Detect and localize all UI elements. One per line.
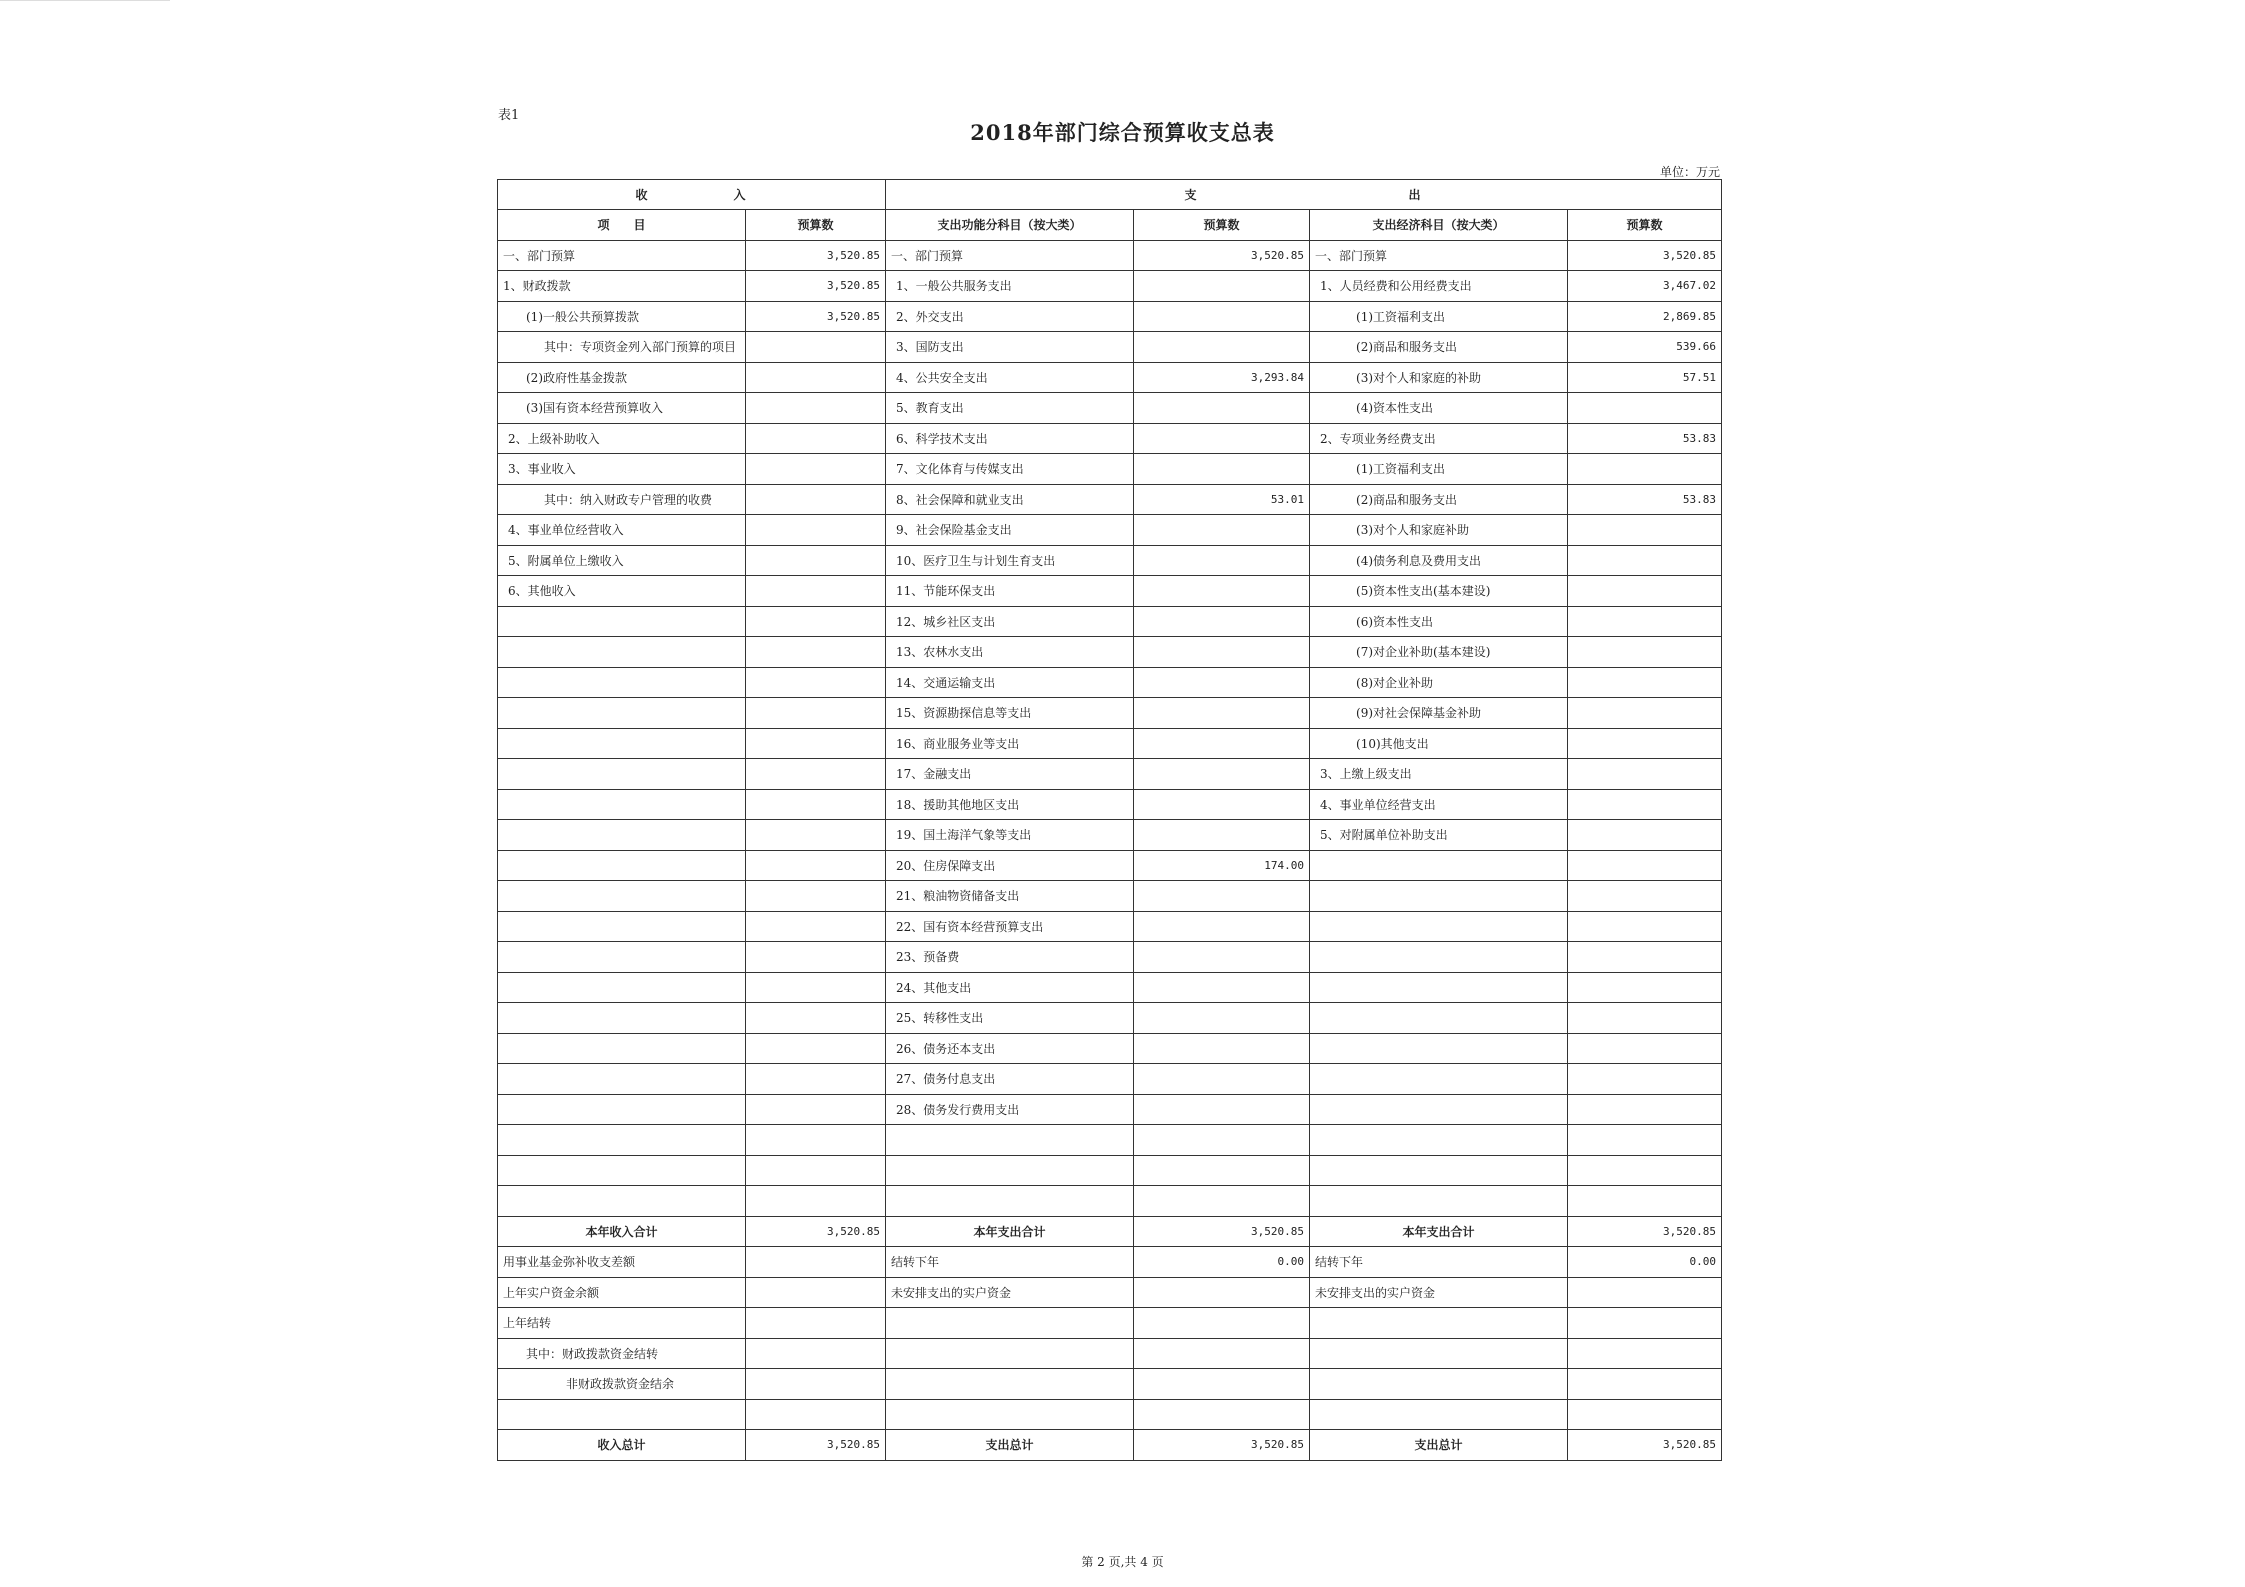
function-amount-cell (1134, 972, 1310, 1003)
income-item-cell: 非财政拨款资金结余 (498, 1369, 746, 1400)
table-row (498, 1033, 1722, 1064)
function-item-cell: 7、文化体育与传媒支出 (886, 454, 1134, 485)
function-amount-cell (1134, 1064, 1310, 1095)
function-amount-cell: 174.00 (1134, 850, 1310, 881)
economic-amount-cell: 2,869.85 (1568, 301, 1722, 332)
expense-group-header: 支 出 (886, 180, 1722, 210)
table-row (498, 301, 1722, 332)
economic-amount-cell (1568, 637, 1722, 668)
income-amount-cell (746, 484, 886, 515)
economic-amount-cell: 3,467.02 (1568, 271, 1722, 302)
income-item-cell (498, 1399, 746, 1430)
economic-amount-cell (1568, 1308, 1722, 1339)
income-amount-cell (746, 881, 886, 912)
economic-amount-cell (1568, 1277, 1722, 1308)
income-item-cell (498, 1033, 746, 1064)
table-row (498, 1247, 1722, 1278)
function-amount-cell (1134, 1186, 1310, 1217)
function-item-cell: 15、资源勘探信息等支出 (886, 698, 1134, 729)
economic-amount-cell (1568, 1369, 1722, 1400)
economic-item-cell: 未安排支出的实户资金 (1310, 1277, 1568, 1308)
function-item-cell: 支出总计 (886, 1430, 1134, 1461)
function-amount-cell (1134, 576, 1310, 607)
income-amount-cell: 3,520.85 (746, 240, 886, 271)
income-amount-cell (746, 1277, 886, 1308)
function-amount-cell (1134, 606, 1310, 637)
income-item-cell: (2)政府性基金拨款 (498, 362, 746, 393)
table-row (498, 698, 1722, 729)
income-item-cell: 一、部门预算 (498, 240, 746, 271)
function-amount-cell (1134, 1094, 1310, 1125)
income-item-cell (498, 1155, 746, 1186)
function-amount-cell (1134, 1338, 1310, 1369)
function-amount-cell: 3,520.85 (1134, 240, 1310, 271)
economic-amount-cell (1568, 667, 1722, 698)
economic-amount-cell (1568, 698, 1722, 729)
income-item-cell (498, 1064, 746, 1095)
table-row (498, 545, 1722, 576)
income-item-cell: 1、财政拨款 (498, 271, 746, 302)
table-row (498, 271, 1722, 302)
function-amount-cell (1134, 942, 1310, 973)
economic-amount-cell (1568, 1338, 1722, 1369)
function-item-cell (886, 1155, 1134, 1186)
income-amount-cell (746, 1125, 886, 1156)
economic-amount-cell: 539.66 (1568, 332, 1722, 363)
income-item-cell: 其中：纳入财政专户管理的收费 (498, 484, 746, 515)
income-amount-cell (746, 1003, 886, 1034)
table-row (498, 1216, 1722, 1247)
economic-item-cell: 支出总计 (1310, 1430, 1568, 1461)
function-amount-cell (1134, 698, 1310, 729)
table-tag: 表1 (498, 108, 520, 123)
function-item-cell (886, 1338, 1134, 1369)
economic-item-cell: (8)对企业补助 (1310, 667, 1568, 698)
income-amount-cell (746, 1369, 886, 1400)
income-item-cell: 上年结转 (498, 1308, 746, 1339)
income-item-cell (498, 698, 746, 729)
income-amount-cell (746, 972, 886, 1003)
function-item-cell: 23、预备费 (886, 942, 1134, 973)
income-item-cell: 4、事业单位经营收入 (498, 515, 746, 546)
economic-item-cell (1310, 942, 1568, 973)
function-item-cell: 6、科学技术支出 (886, 423, 1134, 454)
function-amount-cell (1134, 545, 1310, 576)
economic-item-cell: (7)对企业补助(基本建设) (1310, 637, 1568, 668)
table-row (498, 1003, 1722, 1034)
function-item-cell (886, 1369, 1134, 1400)
function-item-cell: 2、外交支出 (886, 301, 1134, 332)
table-row (498, 881, 1722, 912)
economic-item-cell (1310, 1399, 1568, 1430)
table-row (498, 728, 1722, 759)
page-footer: 第 2 页,共 4 页 (1081, 1555, 1164, 1569)
function-item-cell: 27、债务付息支出 (886, 1064, 1134, 1095)
economic-amount-cell (1568, 1094, 1722, 1125)
header-top-row (498, 180, 1722, 210)
function-item-cell: 本年支出合计 (886, 1216, 1134, 1247)
function-amount-cell (1134, 1003, 1310, 1034)
income-amount-cell (746, 789, 886, 820)
income-item-cell: (1)一般公共预算拨款 (498, 301, 746, 332)
economic-amount-cell: 3,520.85 (1568, 1430, 1722, 1461)
economic-item-cell: (2)商品和服务支出 (1310, 332, 1568, 363)
income-item-cell: 2、上级补助收入 (498, 423, 746, 454)
income-item-cell: 3、事业收入 (498, 454, 746, 485)
function-item-cell: 22、国有资本经营预算支出 (886, 911, 1134, 942)
income-amount-cell (746, 911, 886, 942)
economic-amount-cell (1568, 728, 1722, 759)
function-amount-cell (1134, 1369, 1310, 1400)
economic-item-cell (1310, 1155, 1568, 1186)
economic-amount-cell (1568, 972, 1722, 1003)
income-item-cell (498, 881, 746, 912)
table-row (498, 362, 1722, 393)
income-item-cell (498, 1125, 746, 1156)
economic-amount-cell (1568, 789, 1722, 820)
header-item: 项 目 (498, 210, 746, 241)
function-amount-cell (1134, 423, 1310, 454)
income-item-cell (498, 1186, 746, 1217)
function-item-cell: 8、社会保障和就业支出 (886, 484, 1134, 515)
table-row (498, 637, 1722, 668)
function-amount-cell (1134, 667, 1310, 698)
income-amount-cell (746, 332, 886, 363)
table-row (498, 423, 1722, 454)
economic-item-cell (1310, 1338, 1568, 1369)
economic-item-cell: (3)对个人和家庭的补助 (1310, 362, 1568, 393)
function-amount-cell (1134, 911, 1310, 942)
income-item-cell: 其中：财政拨款资金结转 (498, 1338, 746, 1369)
economic-amount-cell (1568, 1125, 1722, 1156)
unit-label: 单位：万元 (1659, 165, 1720, 179)
income-item-cell (498, 820, 746, 851)
economic-amount-cell (1568, 881, 1722, 912)
function-amount-cell (1134, 789, 1310, 820)
function-amount-cell (1134, 1155, 1310, 1186)
table-row (498, 1064, 1722, 1095)
function-item-cell: 10、医疗卫生与计划生育支出 (886, 545, 1134, 576)
income-item-cell (498, 728, 746, 759)
income-amount-cell: 3,520.85 (746, 271, 886, 302)
economic-amount-cell: 53.83 (1568, 484, 1722, 515)
table-row (498, 576, 1722, 607)
function-item-cell: 20、住房保障支出 (886, 850, 1134, 881)
table-row (498, 850, 1722, 881)
economic-item-cell: (5)资本性支出(基本建设) (1310, 576, 1568, 607)
income-amount-cell (746, 850, 886, 881)
function-amount-cell: 53.01 (1134, 484, 1310, 515)
economic-item-cell (1310, 1308, 1568, 1339)
table-row (498, 1338, 1722, 1369)
income-item-cell (498, 972, 746, 1003)
economic-item-cell: (4)债务利息及费用支出 (1310, 545, 1568, 576)
function-item-cell (886, 1186, 1134, 1217)
income-amount-cell (746, 1033, 886, 1064)
function-item-cell: 24、其他支出 (886, 972, 1134, 1003)
income-amount-cell (746, 820, 886, 851)
function-item-cell (886, 1399, 1134, 1430)
economic-amount-cell (1568, 454, 1722, 485)
income-amount-cell (746, 423, 886, 454)
income-amount-cell (746, 1399, 886, 1430)
economic-item-cell (1310, 1094, 1568, 1125)
function-item-cell: 9、社会保险基金支出 (886, 515, 1134, 546)
income-item-cell (498, 606, 746, 637)
function-amount-cell (1134, 301, 1310, 332)
function-amount-cell: 0.00 (1134, 1247, 1310, 1278)
economic-item-cell: (2)商品和服务支出 (1310, 484, 1568, 515)
header-income-amount: 预算数 (746, 210, 886, 241)
header-row (498, 210, 1722, 241)
economic-item-cell: (6)资本性支出 (1310, 606, 1568, 637)
economic-item-cell: (9)对社会保障基金补助 (1310, 698, 1568, 729)
function-item-cell (886, 1308, 1134, 1339)
header-function-category: 支出功能分科目（按大类） (886, 210, 1134, 241)
header-economic-category: 支出经济科目（按大类） (1310, 210, 1568, 241)
economic-item-cell: (3)对个人和家庭补助 (1310, 515, 1568, 546)
function-amount-cell (1134, 271, 1310, 302)
income-amount-cell (746, 545, 886, 576)
function-item-cell: 一、部门预算 (886, 240, 1134, 271)
income-item-cell: 本年收入合计 (498, 1216, 746, 1247)
function-item-cell: 未安排支出的实户资金 (886, 1277, 1134, 1308)
table-row (498, 1308, 1722, 1339)
income-item-cell: 其中：专项资金列入部门预算的项目 (498, 332, 746, 363)
function-item-cell: 16、商业服务业等支出 (886, 728, 1134, 759)
economic-item-cell: (1)工资福利支出 (1310, 454, 1568, 485)
function-item-cell: 13、农林水支出 (886, 637, 1134, 668)
function-item-cell: 5、教育支出 (886, 393, 1134, 424)
table-row (498, 759, 1722, 790)
income-amount-cell (746, 362, 886, 393)
table-row (498, 972, 1722, 1003)
economic-item-cell: (1)工资福利支出 (1310, 301, 1568, 332)
income-amount-cell (746, 1094, 886, 1125)
economic-item-cell: 结转下年 (1310, 1247, 1568, 1278)
economic-item-cell (1310, 911, 1568, 942)
function-item-cell: 结转下年 (886, 1247, 1134, 1278)
function-item-cell: 25、转移性支出 (886, 1003, 1134, 1034)
income-amount-cell (746, 1247, 886, 1278)
economic-item-cell: 4、事业单位经营支出 (1310, 789, 1568, 820)
table-row (498, 820, 1722, 851)
economic-item-cell: 一、部门预算 (1310, 240, 1568, 271)
economic-item-cell: 2、专项业务经费支出 (1310, 423, 1568, 454)
income-amount-cell (746, 1064, 886, 1095)
function-item-cell: 17、金融支出 (886, 759, 1134, 790)
table-row (498, 942, 1722, 973)
function-item-cell: 12、城乡社区支出 (886, 606, 1134, 637)
income-amount-cell: 3,520.85 (746, 301, 886, 332)
income-item-cell (498, 667, 746, 698)
economic-item-cell (1310, 1033, 1568, 1064)
header-function-amount: 预算数 (1134, 210, 1310, 241)
income-item-cell (498, 850, 746, 881)
economic-item-cell (1310, 972, 1568, 1003)
economic-amount-cell (1568, 820, 1722, 851)
economic-item-cell (1310, 1003, 1568, 1034)
economic-item-cell (1310, 1186, 1568, 1217)
income-amount-cell (746, 942, 886, 973)
scan-edge-mark (0, 0, 170, 1)
economic-amount-cell: 57.51 (1568, 362, 1722, 393)
function-amount-cell (1134, 881, 1310, 912)
economic-amount-cell (1568, 1003, 1722, 1034)
economic-amount-cell (1568, 759, 1722, 790)
table-row (498, 911, 1722, 942)
income-amount-cell (746, 637, 886, 668)
page-title: 2018年部门综合预算收支总表 (970, 120, 1275, 145)
income-item-cell: (3)国有资本经营预算收入 (498, 393, 746, 424)
income-item-cell (498, 637, 746, 668)
economic-amount-cell (1568, 1155, 1722, 1186)
income-amount-cell (746, 1338, 886, 1369)
income-amount-cell (746, 515, 886, 546)
function-amount-cell (1134, 728, 1310, 759)
table-row (498, 515, 1722, 546)
income-amount-cell (746, 1155, 886, 1186)
function-amount-cell: 3,520.85 (1134, 1430, 1310, 1461)
economic-amount-cell (1568, 1399, 1722, 1430)
table-row (498, 240, 1722, 271)
income-item-cell (498, 1003, 746, 1034)
economic-amount-cell (1568, 606, 1722, 637)
economic-item-cell: 3、上缴上级支出 (1310, 759, 1568, 790)
economic-amount-cell (1568, 545, 1722, 576)
function-amount-cell (1134, 759, 1310, 790)
header-economic-amount: 预算数 (1568, 210, 1722, 241)
economic-item-cell (1310, 850, 1568, 881)
function-amount-cell (1134, 1125, 1310, 1156)
income-item-cell (498, 911, 746, 942)
income-amount-cell (746, 1308, 886, 1339)
function-amount-cell (1134, 332, 1310, 363)
economic-item-cell: 1、人员经费和公用经费支出 (1310, 271, 1568, 302)
table-row (498, 667, 1722, 698)
economic-item-cell (1310, 1125, 1568, 1156)
function-amount-cell (1134, 1277, 1310, 1308)
economic-item-cell: 5、对附属单位补助支出 (1310, 820, 1568, 851)
income-amount-cell (746, 576, 886, 607)
function-item-cell: 26、债务还本支出 (886, 1033, 1134, 1064)
function-amount-cell: 3,520.85 (1134, 1216, 1310, 1247)
economic-item-cell: (10)其他支出 (1310, 728, 1568, 759)
income-item-cell: 6、其他收入 (498, 576, 746, 607)
economic-item-cell (1310, 1064, 1568, 1095)
function-item-cell: 19、国土海洋气象等支出 (886, 820, 1134, 851)
income-amount-cell (746, 759, 886, 790)
function-amount-cell (1134, 637, 1310, 668)
budget-table (497, 179, 1722, 1461)
economic-amount-cell (1568, 576, 1722, 607)
economic-amount-cell: 3,520.85 (1568, 240, 1722, 271)
economic-amount-cell (1568, 942, 1722, 973)
economic-amount-cell (1568, 1033, 1722, 1064)
economic-amount-cell (1568, 515, 1722, 546)
economic-amount-cell (1568, 850, 1722, 881)
income-amount-cell (746, 606, 886, 637)
table-row (498, 1186, 1722, 1217)
table-row (498, 1399, 1722, 1430)
function-amount-cell (1134, 454, 1310, 485)
income-item-cell: 用事业基金弥补收支差额 (498, 1247, 746, 1278)
table-row (498, 1094, 1722, 1125)
economic-amount-cell (1568, 1186, 1722, 1217)
income-group-header: 收 入 (498, 180, 886, 210)
function-item-cell: 3、国防支出 (886, 332, 1134, 363)
income-amount-cell (746, 393, 886, 424)
function-item-cell: 4、公共安全支出 (886, 362, 1134, 393)
table-row (498, 1125, 1722, 1156)
function-item-cell: 18、援助其他地区支出 (886, 789, 1134, 820)
economic-item-cell: (4)资本性支出 (1310, 393, 1568, 424)
income-item-cell (498, 942, 746, 973)
table-row (498, 789, 1722, 820)
income-item-cell (498, 759, 746, 790)
function-item-cell: 21、粮油物资储备支出 (886, 881, 1134, 912)
income-item-cell: 收入总计 (498, 1430, 746, 1461)
table-row (498, 393, 1722, 424)
function-amount-cell (1134, 393, 1310, 424)
income-amount-cell: 3,520.85 (746, 1216, 886, 1247)
economic-amount-cell: 3,520.85 (1568, 1216, 1722, 1247)
function-amount-cell (1134, 1033, 1310, 1064)
table-row (498, 332, 1722, 363)
function-amount-cell (1134, 1308, 1310, 1339)
income-amount-cell: 3,520.85 (746, 1430, 886, 1461)
income-item-cell (498, 789, 746, 820)
table-row (498, 1430, 1722, 1461)
table-row (498, 484, 1722, 515)
function-item-cell: 28、债务发行费用支出 (886, 1094, 1134, 1125)
income-item-cell: 5、附属单位上缴收入 (498, 545, 746, 576)
table-row (498, 454, 1722, 485)
table-row (498, 1277, 1722, 1308)
economic-item-cell: 本年支出合计 (1310, 1216, 1568, 1247)
economic-amount-cell: 53.83 (1568, 423, 1722, 454)
function-item-cell (886, 1125, 1134, 1156)
function-item-cell: 11、节能环保支出 (886, 576, 1134, 607)
function-amount-cell (1134, 1399, 1310, 1430)
income-amount-cell (746, 454, 886, 485)
economic-amount-cell (1568, 393, 1722, 424)
function-item-cell: 1、一般公共服务支出 (886, 271, 1134, 302)
table-row (498, 1155, 1722, 1186)
economic-amount-cell: 0.00 (1568, 1247, 1722, 1278)
function-amount-cell: 3,293.84 (1134, 362, 1310, 393)
income-amount-cell (746, 698, 886, 729)
economic-amount-cell (1568, 911, 1722, 942)
income-amount-cell (746, 728, 886, 759)
function-item-cell: 14、交通运输支出 (886, 667, 1134, 698)
income-amount-cell (746, 1186, 886, 1217)
income-item-cell: 上年实户资金余额 (498, 1277, 746, 1308)
function-amount-cell (1134, 820, 1310, 851)
economic-item-cell (1310, 881, 1568, 912)
economic-item-cell (1310, 1369, 1568, 1400)
income-item-cell (498, 1094, 746, 1125)
function-amount-cell (1134, 515, 1310, 546)
economic-amount-cell (1568, 1064, 1722, 1095)
table-row (498, 1369, 1722, 1400)
income-amount-cell (746, 667, 886, 698)
table-row (498, 606, 1722, 637)
